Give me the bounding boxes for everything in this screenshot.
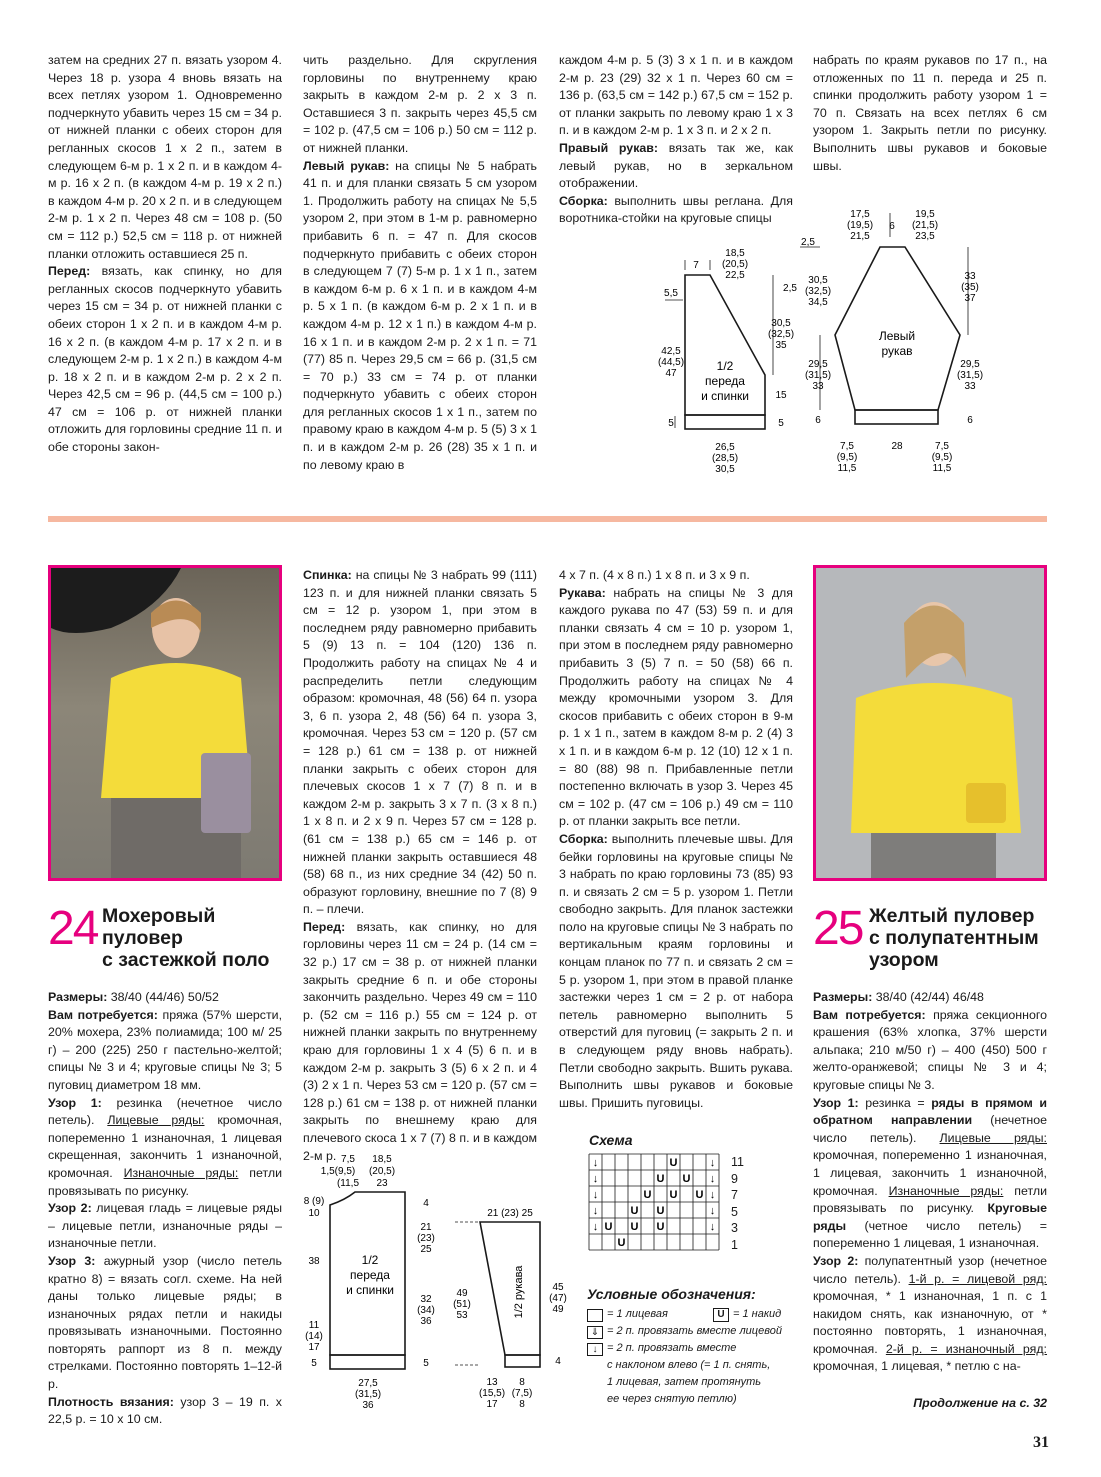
front-top-left: 7 bbox=[693, 260, 699, 271]
left-sleeve-instructions bbox=[303, 158, 537, 475]
schema-symbol: ↓ bbox=[592, 1189, 599, 1201]
pattern-diagram-sleeve-24 bbox=[450, 1200, 575, 1412]
model-24-title-line-1: Мохеровый bbox=[102, 905, 216, 927]
sleeve-bottom-left-label: 6 bbox=[815, 415, 821, 426]
k2tog-icon: ⇓ bbox=[587, 1326, 603, 1339]
legend-k2tog: = 2 п. провязать вместе лицевой bbox=[607, 1325, 782, 1337]
body-top-4: 18,5 bbox=[372, 1154, 392, 1165]
sleeve-left-mid-3: 34,5 bbox=[808, 297, 828, 308]
schema-title: Схема bbox=[589, 1132, 633, 1148]
sleeve-bottom-right-2: (9,5) bbox=[931, 452, 953, 463]
sleeve-right-mid-3: 37 bbox=[964, 293, 976, 304]
continued-note: Продолжение на с. 32 bbox=[913, 1396, 1047, 1410]
body-bottom-2: (31,5) bbox=[354, 1389, 382, 1400]
front-left-small: 5,5 bbox=[664, 288, 678, 299]
model-24-title-line-2: пуловер bbox=[102, 927, 183, 949]
p1-25-bold: ряды в прямом и обратном направлении bbox=[813, 1095, 1047, 1128]
body-top-6: 23 bbox=[376, 1178, 388, 1189]
front-top-right-2: (20,5) bbox=[721, 259, 749, 270]
right-sleeve-instructions bbox=[559, 140, 793, 193]
right-sleeve-label: Правый рукав: bbox=[559, 140, 659, 155]
sleeve24-left-1: 49 bbox=[456, 1288, 468, 1299]
front-text: вязать, как спинку, но для регланных скосов подчеркнуто убавить через 15 см = 34 р. от нижней планки с обеих сторон 1 х 2 п. и в каждом 4-м р. 16 х 2 п. (в каждом 4-м р. 17 х 2 п. и в следующем 2-м р. 1 х 2 п.) в каждом 4-м р. 18 х 2 п. и в каждом 2-м р. 2 х 2 п. Через 42,5 см = 96 р. (44,5 см = 100 р.) 47 см = 106 р. от нижней планки отложить для горловины средние 11 п. и обе стороны закон- bbox=[48, 264, 282, 455]
sleeve-left-top-2: 2,5 bbox=[783, 283, 797, 294]
pattern1-underline-1: Лицевые ряды: bbox=[107, 1113, 205, 1128]
top-col2-para: чить раздельно. Для скругления горловины по внутреннему краю закрыть в каждом 2-м р. 2 х 3 п. Оставшиеся 3 п. закрыть через 45,5 см = 102 р. (47,5 см = 106 р.) 50 см = 112 р. от нижней планки. bbox=[303, 53, 537, 155]
schema-symbol: U bbox=[682, 1173, 691, 1185]
model-24-photo bbox=[48, 565, 282, 881]
pattern2-label: Узор 2: bbox=[48, 1201, 92, 1216]
density-text: узор 3 – 19 п. х 22,5 р. = 10 х 10 см. bbox=[48, 1394, 282, 1427]
legend-title: Условные обозначения: bbox=[587, 1286, 756, 1302]
schema-symbol: ↓ bbox=[592, 1221, 599, 1233]
model-24-number: 24 bbox=[48, 902, 98, 955]
top-text-column-3 bbox=[559, 52, 793, 228]
materials-label: Вам потребуется: bbox=[48, 1007, 158, 1022]
sleeves-24 bbox=[559, 585, 793, 831]
body-top-5: (20,5) bbox=[368, 1166, 396, 1177]
model-25-title-line-3: узором bbox=[869, 949, 939, 971]
sleeve-bottom-left-3: 11,5 bbox=[837, 463, 857, 474]
pattern1-text-b: кромочная, попеременно 1 изнаночная, 1 лицевая скрещенная, закончить 1 изнаночной, кромочная. bbox=[48, 1113, 283, 1180]
sleeve-top-left-3: 21,5 bbox=[850, 231, 870, 242]
legend-ssk-3: 1 лицевая, затем протянуть bbox=[607, 1376, 762, 1388]
model-25-title-line-2: с полупатентным bbox=[869, 927, 1039, 949]
pattern1-underline-2: Изнаночные ряды: bbox=[123, 1165, 239, 1180]
p1-25-c: кромочная, попеременно 1 изнаночная, 1 лицевая, закончить 1 изнаночной, кромочная. bbox=[813, 1148, 1047, 1198]
pattern1-label: Узор 1: bbox=[48, 1095, 102, 1110]
sleeve-bottom-left-2: (9,5) bbox=[836, 452, 858, 463]
schema-symbol: ↓ bbox=[709, 1173, 716, 1185]
body-top-1: 7,5 bbox=[341, 1154, 355, 1165]
front-right-mid-2: (32,5) bbox=[767, 329, 795, 340]
sizes-25-value: 38/40 (42/44) 46/48 bbox=[872, 990, 984, 1004]
body-right-5: 5 bbox=[423, 1358, 429, 1369]
pattern-diagram-body-24 bbox=[300, 1150, 450, 1412]
front-bottom-right: 5 bbox=[778, 418, 784, 429]
front-label-2: переда bbox=[705, 374, 745, 388]
model-24-text-column-2 bbox=[303, 567, 537, 1165]
col3-top-text: 4 х 7 п. (4 х 8 п.) 1 х 8 п. и 3 х 9 п. bbox=[559, 568, 750, 582]
body-bottom-3: 36 bbox=[362, 1400, 374, 1411]
sleeve-right-mid-2: (35) bbox=[961, 282, 979, 293]
model-24-title bbox=[48, 902, 282, 975]
body-left-5: 5 bbox=[311, 1358, 317, 1369]
model-25-title bbox=[813, 902, 1047, 975]
p1-25-b: (нечетное число петель). bbox=[813, 1113, 1047, 1145]
sizes-24 bbox=[48, 989, 282, 1007]
pattern-diagram-left-sleeve bbox=[783, 205, 990, 477]
front-bottom-left: 5 bbox=[668, 418, 674, 429]
sleeve-top-left-2: (19,5) bbox=[846, 220, 874, 231]
front-top-right-1: 18,5 bbox=[725, 248, 745, 259]
materials-25-value: пряжа секционного крашения (63% хлопка, 37% шерсти альпака; 210 м/50 г) – 400 (450) 500 г желто-оранжевой; спицы № 3 и 4; круговые спицы № 3. bbox=[813, 1007, 1048, 1092]
front-24-label: Перед: bbox=[303, 919, 346, 934]
pattern2-24 bbox=[48, 1200, 282, 1253]
body-right-top-3: 25 bbox=[420, 1244, 432, 1255]
pattern-diagram-front bbox=[655, 240, 805, 480]
p2-25-c: кромочная, 1 лицевая, * петлю с на- bbox=[813, 1359, 1021, 1374]
front-bottom-1: 26,5 bbox=[715, 442, 735, 453]
assembly-24 bbox=[559, 831, 793, 1113]
schema-symbol: ↓ bbox=[592, 1157, 599, 1169]
model-25-text-column bbox=[813, 989, 1047, 1376]
row-number: 3 bbox=[731, 1221, 738, 1235]
front-left-mid-1: 42,5 bbox=[661, 346, 681, 357]
body-left-top-2: 10 bbox=[308, 1208, 320, 1219]
model-25-photo bbox=[813, 565, 1047, 881]
row-number: 9 bbox=[731, 1171, 738, 1186]
model-25-illustration bbox=[816, 568, 1044, 878]
pattern2-text: лицевая гладь = лицевые ряды – лицевые петли, изнаночные ряды – изнаночные петли. bbox=[48, 1201, 282, 1251]
sleeve24-top: 21 (23) 25 bbox=[487, 1208, 533, 1219]
sleeve24-bottom-left-3: 17 bbox=[486, 1399, 498, 1410]
row-number: 5 bbox=[731, 1204, 738, 1219]
body-top-3: (11,5 bbox=[336, 1178, 360, 1189]
p1-25-e: (четное число петель) = попеременно 1 лицевая, 1 изнаночная. bbox=[813, 1218, 1047, 1251]
sleeve24-right-3: 49 bbox=[552, 1304, 564, 1315]
body-right-mid-1: 32 bbox=[420, 1294, 432, 1305]
sleeve-top-right-2: (21,5) bbox=[911, 220, 939, 231]
sizes-label: Размеры: bbox=[48, 990, 108, 1004]
body-left-top-1: 8 (9) bbox=[303, 1196, 325, 1207]
front-right-mid-1: 30,5 bbox=[771, 318, 791, 329]
sleeve24-bottom-right-2: (7,5) bbox=[511, 1388, 533, 1399]
p2-25-u1: 1-й р. = лицевой ряд: bbox=[908, 1271, 1047, 1286]
page-number: 31 bbox=[1033, 1434, 1049, 1451]
body-right-mid-3: 36 bbox=[420, 1316, 432, 1327]
schema-symbol: U bbox=[604, 1221, 613, 1233]
front-right-low: 15 bbox=[775, 390, 787, 401]
sleeve24-right-4: 4 bbox=[555, 1356, 561, 1367]
sleeve-label-2: рукав bbox=[881, 344, 913, 358]
sleeve-right-low-3: 33 bbox=[964, 381, 976, 392]
front-24-text: вязать, как спинку, но для горловины через 11 см = 24 р. (14 см = 32 р.) 17 см = 38 р. от нижней планки закрыть средние 6 п. и обе стороны закончить раздельно. Через 49 см = 110 р. (52 см = 116 р.) 55 см = 124 р. от нижней планки закрыть по внутреннему краю для горловины 1 х 4 (5) 6 п. и в каждом 2-м р. закрыть 3 (5) 6 х 2 п. и 4 (3) 2 х 1 п. Через 53 см = 120 р. (57 см = 128 р.) 61 см = 138 р. от нижней планки закрыть по внешнему краю для плечевого скоса 1 х 7 (7) 8 п. и в каждом 2-м р. bbox=[303, 919, 537, 1163]
section-divider bbox=[48, 516, 1047, 522]
materials-value: пряжа (57% шерсти, 20% мохера, 23% полиамида; 100 м/ 25 г) – 200 (225) 250 г пастельно-желтой; спицы № 3 и 4; круговые спицы № 3; 5 пуговиц диаметром 18 мм. bbox=[48, 1007, 283, 1092]
knit-icon bbox=[587, 1309, 603, 1322]
top-text-column-2 bbox=[303, 52, 537, 474]
sleeve-top-left-1: 17,5 bbox=[850, 209, 870, 220]
sleeve24-right-2: (47) bbox=[549, 1293, 567, 1304]
assembly-label: Сборка: bbox=[559, 193, 608, 208]
sleeves-text: набрать на спицы № 3 для каждого рукава по 47 (53) 59 п. и для планки связать 4 см = 10 р. узором 1, при этом в последнем ряду равномерно прибавить 3 (5) 7 п. = 50 (58) 66 п. Продолжить работу на спицах № 4 между кромочными узором 3. Для скосов прибавить с обеих сторон в 9-м р. 1 х 1 п., затем в каждом 8-м р. 2 (4) 3 х 1 п. и в каждом 6-м р. 12 (10) 12 х 1 п. = 80 (88) 98 п. Прибавленные петли постепенно включать в узор 3. Через 45 см = 102 р. (47 см = 106 р.) 49 см = 110 р. от планки закрыть все петли. bbox=[559, 585, 793, 829]
materials-25 bbox=[813, 1007, 1047, 1095]
schema-symbol: U bbox=[617, 1237, 626, 1249]
p1-25-b2: Круговые ряды bbox=[813, 1201, 1047, 1233]
right-sleeve-text: вязать так же, как левый рукав, но в зеркальном отображении. bbox=[559, 140, 793, 191]
sleeve-right-mid-1: 33 bbox=[964, 271, 976, 282]
legend-ssk-2: с наклоном влево (= 1 п. снять, bbox=[607, 1359, 771, 1371]
pattern3-24 bbox=[48, 1253, 282, 1394]
sleeve24-right-1: 45 bbox=[552, 1282, 564, 1293]
top-col4-para: набрать по краям рукавов по 17 п., на отложенных по 11 п. переда и 25 п. спинки продолжить работу узором 1 = 70 п. Связать на всех петлях 6 см узором 1. Закрыть петли по рисунку. Выполнить швы рукавов и боковые швы. bbox=[813, 53, 1047, 173]
sleeve-right-low-2: (31,5) bbox=[956, 370, 984, 381]
model-24-title-line-3: с застежкой поло bbox=[102, 949, 270, 971]
front-label: Перед: bbox=[48, 264, 91, 279]
legend bbox=[587, 1306, 797, 1408]
p1-25-a: резинка = bbox=[858, 1095, 932, 1110]
sleeve-left-mid-2: (32,5) bbox=[804, 286, 832, 297]
front-bottom-3: 30,5 bbox=[715, 464, 735, 475]
row-number: 11 bbox=[731, 1155, 744, 1169]
left-sleeve-label: Левый рукав: bbox=[303, 158, 390, 173]
front-right-mid-3: 35 bbox=[775, 340, 787, 351]
sleeve-left-low-1: 29,5 bbox=[808, 359, 828, 370]
back-24 bbox=[303, 567, 537, 919]
body-right-top-2: (23) bbox=[417, 1233, 435, 1244]
body-left-low-3: 17 bbox=[308, 1342, 320, 1353]
body-right-top-1: 21 bbox=[420, 1222, 432, 1233]
sleeve24-bottom-left-2: (15,5) bbox=[478, 1388, 506, 1399]
sleeve-left-low-2: (31,5) bbox=[804, 370, 832, 381]
sleeve-left-low-3: 33 bbox=[812, 381, 824, 392]
sleeve-right-low-1: 29,5 bbox=[960, 359, 980, 370]
pattern2-25-label: Узор 2: bbox=[813, 1253, 859, 1268]
front-24 bbox=[303, 919, 537, 1165]
p1-25-d: петли провязывать по рисунку. bbox=[813, 1183, 1048, 1216]
front-instructions bbox=[48, 263, 282, 457]
sizes-25 bbox=[813, 989, 1047, 1007]
body-top-2: 1,5(9,5) bbox=[320, 1166, 356, 1177]
front-label-3: и спинки bbox=[701, 389, 749, 403]
model-24-text-column-1 bbox=[48, 989, 282, 1429]
schema-symbol: U bbox=[630, 1205, 639, 1217]
p1-25-u1: Лицевые ряды: bbox=[939, 1130, 1047, 1145]
sleeve-bottom-right-1: 7,5 bbox=[935, 441, 949, 452]
schema-symbol: U bbox=[643, 1189, 652, 1201]
body-left-low-2: (14) bbox=[305, 1331, 323, 1342]
body-label-3: и спинки bbox=[346, 1283, 394, 1297]
pattern3-label: Узор 3: bbox=[48, 1253, 96, 1268]
model-25-title-text bbox=[869, 905, 1039, 971]
yarn-over-icon: U bbox=[713, 1308, 729, 1322]
top-text-column-1 bbox=[48, 52, 282, 457]
body-right-4: 4 bbox=[423, 1198, 429, 1209]
back-text: на спицы № 3 набрать 99 (111) 123 п. и для нижней планки связать 5 см = 12 р. узором 1, при этом в последнем ряду равномерно прибавить 5 (9) 13 п. = 104 (120) 136 п. Продолжить работу на спицах № 4 и распределить петли следующим образом: кромочная, 48 (56) 64 п. узора 3, 6 п. узора 2, 48 (56) 64 п. узора 3, кромочная. Через 53 см = 120 р. (57 см = 128 р.) 61 см = 138 р. от нижней планки закрыть с обеих сторон для плечевых скосов 1 х 7 (7) 8 п. и в каждом 2-м р. закрыть 3 х 7 п. (3 х 8 п.) 1 х 8 п. и 2 х 9 п. Через 57 см = 128 р. (61 см = 138 р.) 65 см = 146 р. от нижней планки закрыть оставшиеся 48 (58) 68 п., из них средние 34 (42) 50 п. образуют горловину, внешние по 7 (8) 9 п. – плечи. bbox=[303, 568, 537, 917]
schema-symbol: ↓ bbox=[709, 1157, 716, 1169]
schema-symbol: U bbox=[630, 1221, 639, 1233]
model-24-illustration bbox=[51, 568, 279, 878]
schema-symbol: U bbox=[695, 1189, 704, 1201]
p1-25-u2: Изнаночные ряды: bbox=[888, 1183, 1004, 1198]
sleeve24-bottom-left-1: 13 bbox=[486, 1377, 498, 1388]
legend-row-ssk bbox=[587, 1340, 797, 1357]
materials-24 bbox=[48, 1007, 282, 1095]
sleeve24-left-2: (51) bbox=[453, 1299, 471, 1310]
body-label-1: 1/2 bbox=[361, 1253, 379, 1267]
legend-ssk: = 2 п. провязать вместе bbox=[607, 1342, 737, 1354]
pattern1-24 bbox=[48, 1095, 282, 1201]
front-left-mid-3: 47 bbox=[665, 368, 677, 379]
schema-symbol: ↓ bbox=[592, 1173, 599, 1185]
assembly-text: выполнить швы реглана. Для воротника-стойки на круговые спицы bbox=[559, 193, 793, 226]
schema-symbol: U bbox=[669, 1189, 678, 1201]
front-label-1: 1/2 bbox=[716, 359, 734, 373]
knitting-schema bbox=[587, 1130, 797, 1420]
schema-symbol: ↓ bbox=[709, 1221, 716, 1233]
sleeve-bottom-right-label: 6 bbox=[967, 415, 973, 426]
top-text-column-4 bbox=[813, 52, 1047, 175]
sleeve-top-right-1: 19,5 bbox=[915, 209, 935, 220]
p2-25-b: кромочная, * 1 изнаночная, 1 п. с 1 накидом снять, как изнаночную, от * постоянно повторять, 1 изнаночная, кромочная. bbox=[813, 1289, 1047, 1356]
sizes-25-label: Размеры: bbox=[813, 990, 873, 1004]
sizes-value: 38/40 (44/46) 50/52 bbox=[107, 990, 219, 1004]
sleeve-top-right-3: 23,5 bbox=[915, 231, 935, 242]
top-col1-para: затем на средних 27 п. вязать узором 4. Через 18 р. узора 4 вновь вязать на всех петлях узором 1. Одновременно подчеркнуто убавить через 15 см = 34 р. от нижней планки с обеих сторон для регланных скосов 1 х 2 п., затем в следующем 6-м р. 1 х 2 п. и в каждом 4-м р. 16 х 2 п. (в каждом 4-м р. 19 х 2 п.) в каждом 4-м р. 20 х 2 п. и в следующем 2-м р. 1 х 2 п. Через 48 см = 108 р. (50 см = 112 р.) 52,5 см = 118 р. от нижней планки отложить оставшиеся 25 п. bbox=[48, 53, 282, 261]
sleeve-top-mid: 6 bbox=[889, 221, 895, 232]
legend-yarn-over: = 1 накид bbox=[733, 1308, 782, 1320]
front-bottom-2: (28,5) bbox=[711, 453, 739, 464]
model-24-title-text bbox=[102, 905, 269, 971]
pattern3-text: ажурный узор (число петель кратно 8) = вязать согл. схеме. На ней даны только лицевые ряды; в изнаночных рядах петли и накиды провязывать изнаночными. Постоянно повторять раппорт из 8 п. между стрелками. Постоянно повторять 1–12-й р. bbox=[48, 1253, 282, 1392]
schema-symbol: U bbox=[669, 1157, 678, 1169]
sleeve-bottom-left-1: 7,5 bbox=[840, 441, 854, 452]
legend-ssk-4: ее через снятую петлю) bbox=[607, 1393, 737, 1405]
pattern2-25 bbox=[813, 1253, 1047, 1376]
sleeve-bottom-right-3: 11,5 bbox=[932, 463, 952, 474]
schema-symbol: ↓ bbox=[709, 1189, 716, 1201]
legend-row-knit bbox=[587, 1306, 797, 1323]
row-number: 7 bbox=[731, 1188, 738, 1202]
schema-symbol: ↓ bbox=[709, 1205, 716, 1217]
model-25-number: 25 bbox=[813, 902, 863, 955]
front-top-right-3: 22,5 bbox=[725, 270, 745, 281]
body-left-38: 38 bbox=[308, 1256, 320, 1267]
body-label-2: переда bbox=[350, 1268, 390, 1282]
left-sleeve-text: на спицы № 5 набрать 41 п. и для планки связать 5 см узором 1. Продолжить работу на спицах № 5,5 узором 2, при этом в 1-м р. равномерно прибавить 6 п. = 47 п. Для скосов подчеркнуто прибавить с обеих сторон в следующем 7 (7) 5-м р. 1 х 1 п., затем в каждом 6-м р. 6 х 1 п. и в каждом 4-м р. 5 х 1 п. (в каждом 6-м р. 2 х 1 п. и в каждом 4-м р. 12 х 1 п.) в каждом 4-м р. 16 х 1 п. и в каждом 2-м р. 2 х 1 п. = 71 (77) 85 п. Через 29,5 см = 66 р. (31,5 см = 70 р.) 33 см = 74 р. от планки подчеркнуто убавить с обеих сторон для регланных скосов 1 х 1 п., затем по правому краю в каждом 4-м р. 5 (5) 3 х 1 п. и в каждом 2-м р. 26 (28) 35 х 1 п. и по левому краю в bbox=[303, 158, 537, 472]
sleeve24-left-3: 53 bbox=[456, 1310, 468, 1321]
schema-symbol: U bbox=[656, 1205, 665, 1217]
assembly-instructions bbox=[559, 193, 793, 228]
schema-symbol: ↓ bbox=[592, 1205, 599, 1217]
legend-row-k2tog bbox=[587, 1323, 797, 1340]
schema-symbol: U bbox=[656, 1173, 665, 1185]
body-left-low-1: 11 bbox=[308, 1320, 320, 1331]
sleeve-label-1: Левый bbox=[878, 329, 916, 343]
p2-25-a: полупатентный узор (нечетное число петель). bbox=[813, 1253, 1047, 1286]
sleeves-label: Рукава: bbox=[559, 585, 606, 600]
schema-row-numbers bbox=[731, 1154, 744, 1253]
sleeve-left-top: 2,5 bbox=[801, 237, 815, 248]
assembly-24-text: выполнить плечевые швы. Для бейки горловины на круговые спицы № 3 набрать по краю горловины 73 (85) 93 п. и связать 2 см = 5 р. узором 1. Петли свободно закрыть. Для планок застежки поло на круговые спицы № 3 набрать по вертикальным краям горловины и концам планок по 77 п. и связать 2 см = 5 р. узором 1, при этом в правой планке застежки через 1 см = 2 р. от набора петель равномерно выполнить 5 отверстий для пуговиц (= закрыть 2 п. и в следующем ряду вновь набрать). Петли свободно закрыть. Вшить рукава. Выполнить швы рукавов и боковые швы. Пришить пуговицы. bbox=[559, 831, 793, 1110]
density-label: Плотность вязания: bbox=[48, 1394, 174, 1409]
body-bottom-1: 27,5 bbox=[358, 1378, 378, 1389]
assembly-24-label: Сборка: bbox=[559, 831, 608, 846]
top-col3-para: каждом 4-м р. 5 (3) 3 х 1 п. и в каждом 2-м р. 23 (29) 32 х 1 п. Через 60 см = 136 р. (63,5 см = 142 р.) 67,5 см = 152 р. от планки закрыть по левому краю 1 х 3 п. и в каждом 2-м р. 1 х 3 п. и 2 х 2 п. bbox=[559, 53, 793, 138]
model-25-title-line-1: Желтый пуловер bbox=[869, 905, 1035, 927]
sleeve24-bottom-right-1: 8 bbox=[519, 1377, 525, 1388]
schema-symbol: U bbox=[656, 1221, 665, 1233]
body-right-mid-2: (34) bbox=[417, 1305, 435, 1316]
pattern1-text-c: петли провязывать по рисунку. bbox=[48, 1165, 283, 1198]
legend-knit: = 1 лицевая bbox=[607, 1308, 668, 1320]
sleeve24-label: 1/2 рукава bbox=[513, 1265, 525, 1319]
row-number: 1 bbox=[731, 1237, 738, 1252]
pattern1-text-a: резинка (нечетное число петель). bbox=[48, 1095, 282, 1128]
pattern1-25-label: Узор 1: bbox=[813, 1095, 859, 1110]
density-24 bbox=[48, 1394, 282, 1429]
materials-25-label: Вам потребуется: bbox=[813, 1007, 926, 1022]
sleeve24-bottom-right-3: 8 bbox=[519, 1399, 525, 1410]
sleeve-left-mid-1: 30,5 bbox=[808, 275, 828, 286]
front-left-mid-2: (44,5) bbox=[657, 357, 685, 368]
model-24-text-column-3 bbox=[559, 567, 793, 1112]
back-label: Спинка: bbox=[303, 568, 352, 582]
ssk-icon: ↓ bbox=[587, 1343, 603, 1356]
p2-25-u2: 2-й р. = изнаночный ряд: bbox=[885, 1341, 1048, 1356]
sleeve-bottom-mid: 28 bbox=[891, 441, 903, 452]
pattern1-25 bbox=[813, 1095, 1047, 1253]
